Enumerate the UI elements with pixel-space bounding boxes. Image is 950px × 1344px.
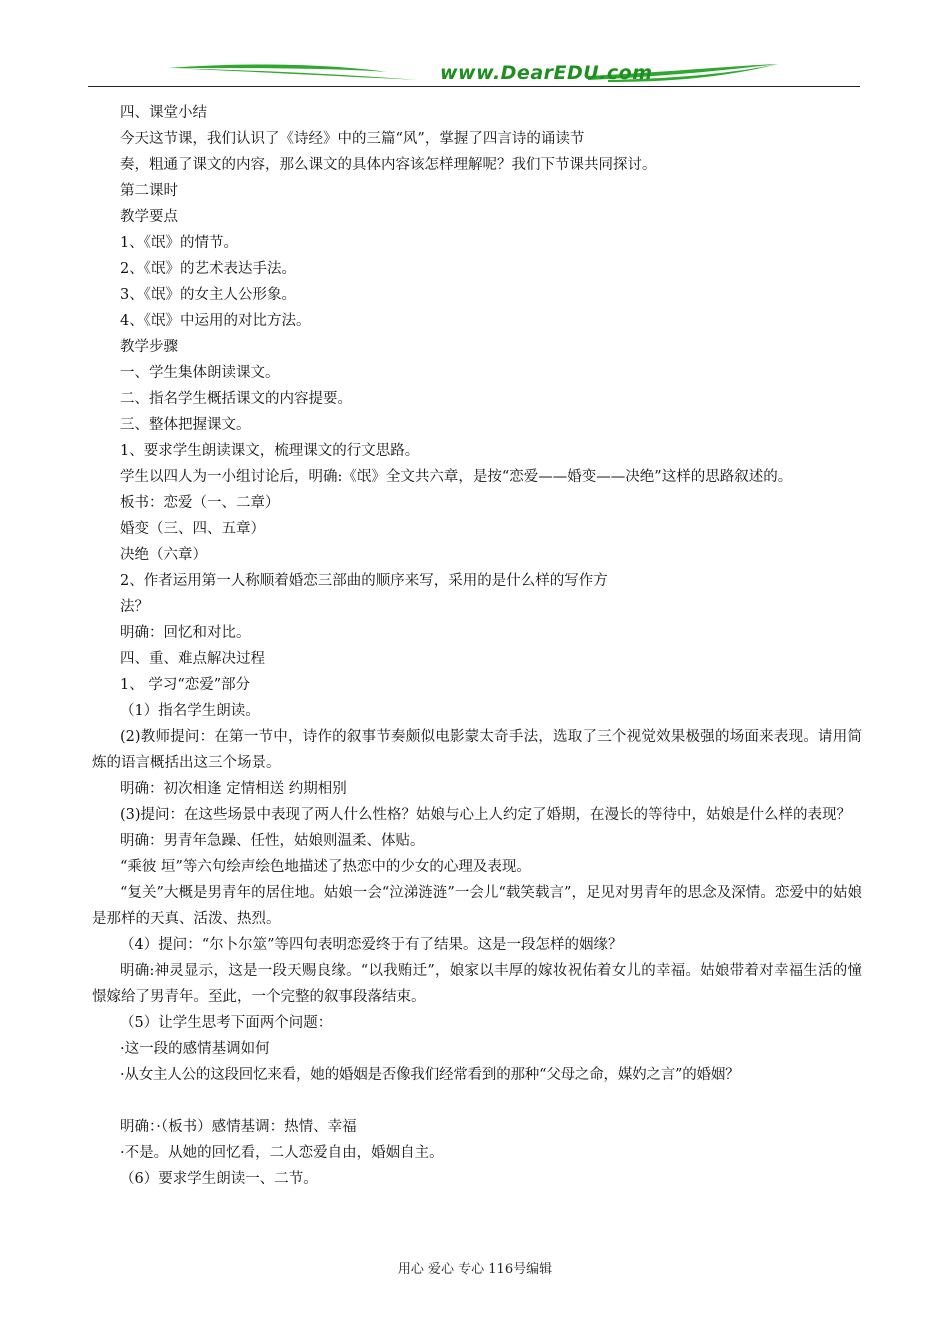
paragraph: (2)教师提问：在第一节中，诗作的叙事节奏颇似电影蒙太奇手法，选取了三个视觉效果极强的场面来表现。请用简炼的语言概括出这三个场景。 [92,729,862,771]
list-item: 三、整体把握课文。 [120,417,251,433]
page-header [88,58,860,90]
paragraph-line: 2、作者运用第一人称顺着婚恋三部曲的顺序来写，采用的是什么样的写作方 [120,573,608,589]
paragraph: “复关”大概是男青年的居住地。姑娘一会“泣涕涟涟”一会儿“载笑载言”，足见对男青年的思念及深情。恋爱中的姑娘是那样的天真、活泼、热烈。 [92,885,862,927]
paragraph-line: （5）让学生思考下面两个问题： [120,1015,333,1031]
list-item: 1、《氓》的情节。 [120,235,238,251]
board-note: 决绝（六章） [120,547,207,563]
board-note: 板书：恋爱（一、二章） [120,495,280,511]
header-divider [88,86,860,87]
list-item: 2、《氓》的艺术表达手法。 [120,261,296,277]
list-item: （1）指名学生朗读。 [120,703,260,719]
bullet-item: ·不是。从她的回忆看，二人恋爱自由，婚姻自主。 [120,1145,444,1161]
section-heading: 四、重、难点解决过程 [120,651,265,667]
bullet-item: ·从女主人公的这段回忆来看，她的婚姻是否像我们经常看到的那种“父母之命，媒妁之言”的婚姻？ [120,1067,740,1083]
paragraph-line: 明确：·（板书）感情基调：热情、幸福 [120,1119,357,1135]
list-item: 4、《氓》中运用的对比方法。 [120,313,311,329]
paragraph: (3)提问：在这些场景中表现了两人什么性格？姑娘与心上人约定了婚期，在漫长的等待中，姑娘是什么样的表现？ [120,807,852,823]
paragraph-line: 今天这节课，我们认识了《诗经》中的三篇“风”，掌握了四言诗的诵读节 [120,131,585,147]
list-item: 1、 学习“恋爱”部分 [120,677,251,693]
list-item: 一、学生集体朗读课文。 [120,365,280,381]
page-footer: 用心 爱心 专心 116号编辑 [397,1262,553,1277]
paragraph-line: 明确：回忆和对比。 [120,625,251,641]
document-body [92,100,862,1192]
site-logo-text: www.DearEDU.com [440,62,653,84]
section-heading: 第二课时 [120,183,178,199]
paragraph: 明确:神灵显示，这是一段天赐良缘。“以我贿迁”，娘家以丰厚的嫁妆祝佑着女儿的幸福。姑娘带着对幸福生活的憧憬嫁给了男青年。至此，一个完整的叙事段落结束。 [92,963,862,1005]
list-item: 二、指名学生概括课文的内容提要。 [120,391,352,407]
bullet-item: ·这一段的感情基调如何 [120,1041,270,1057]
list-item: 1、要求学生朗读课文，梳理课文的行文思路。 [120,443,420,459]
paragraph-line: （4）提问：“尔卜尔筮”等四句表明恋爱终于有了结果。这是一段怎样的姻缘？ [120,937,623,953]
paragraph-line: “乘彼 垣”等六句绘声绘色地描述了热恋中的少女的心理及表现。 [120,859,531,875]
section-heading: 四、课堂小结 [120,105,207,121]
paragraph: 学生以四人为一小组讨论后，明确:《氓》全文共六章，是按“恋爱——婚变——决绝”这样的思路叙述的。 [120,469,793,485]
paragraph-line: 法？ [120,599,149,615]
section-heading: 教学步骤 [120,339,178,355]
paragraph-line: 奏，粗通了课文的内容，那么课文的具体内容该怎样理解呢？我们下节课共同探讨。 [120,157,657,173]
paragraph-line: 明确：初次相逢 定情相送 约期相别 [120,781,347,797]
paragraph-line: 明确：男青年急躁、任性，姑娘则温柔、体贴。 [120,833,425,849]
section-heading: 教学要点 [120,209,178,225]
list-item: （6）要求学生朗读一、二节。 [120,1171,318,1187]
list-item: 3、《氓》的女主人公形象。 [120,287,296,303]
board-note: 婚变（三、四、五章） [120,521,265,537]
blank-line [92,1088,862,1114]
